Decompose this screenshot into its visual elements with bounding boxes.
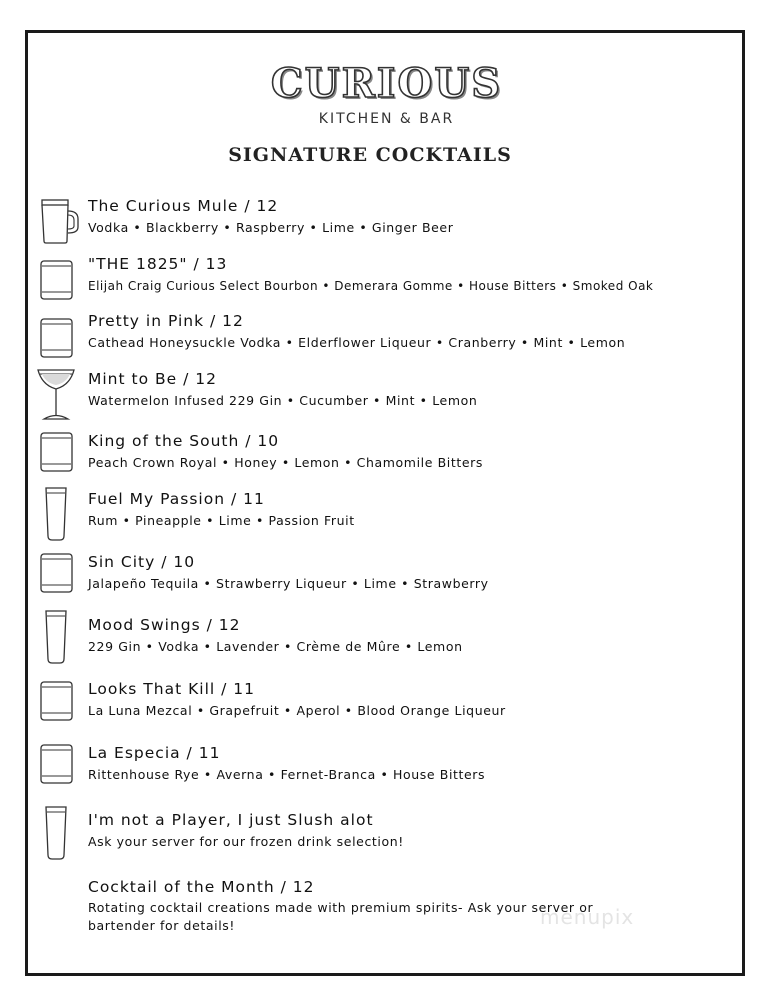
rocks-glass-icon — [39, 259, 75, 301]
brand-logo: CURIOUS — [270, 60, 503, 107]
cocktail-name: "THE 1825" / 13 — [88, 255, 228, 273]
cocktail-name: I'm not a Player, I just Slush alot — [88, 811, 374, 829]
cocktail-ingredients: Ask your server for our frozen drink selection! — [88, 834, 404, 849]
section-title: SIGNATURE COCKTAILS — [228, 144, 512, 166]
rocks-glass-icon — [39, 743, 75, 785]
cocktail-item — [88, 196, 728, 237]
cocktail-item — [88, 369, 728, 410]
cocktail-name: Sin City / 10 — [88, 553, 196, 571]
cocktail-item — [88, 489, 728, 530]
cocktail-item — [88, 552, 728, 593]
cocktail-ingredients: Cathead Honeysuckle Vodka • Elderflower Liqueur • Cranberry • Mint • Lemon — [88, 335, 626, 350]
cocktail-name: Pretty in Pink / 12 — [88, 312, 244, 330]
cocktail-name: Fuel My Passion / 11 — [88, 490, 265, 508]
mug-icon — [38, 197, 82, 245]
cocktail-ingredients: Vodka • Blackberry • Raspberry • Lime • Ginger Beer — [88, 220, 454, 235]
cocktail-item — [88, 810, 728, 851]
highball-glass-icon — [43, 805, 69, 861]
cocktail-name: Mood Swings / 12 — [88, 616, 241, 634]
cocktail-ingredients: La Luna Mezcal • Grapefruit • Aperol • Blood Orange Liqueur — [88, 703, 506, 718]
rocks-glass-icon — [39, 680, 75, 722]
rocks-glass-icon — [39, 317, 75, 359]
cocktail-ingredients: Watermelon Infused 229 Gin • Cucumber • Mint • Lemon — [88, 393, 478, 408]
cocktail-item — [88, 311, 728, 352]
coupe-glass-icon — [36, 367, 76, 422]
cocktail-ingredients: 229 Gin • Vodka • Lavender • Crème de Mûre • Lemon — [88, 639, 463, 654]
cocktail-item — [88, 431, 728, 472]
cocktail-name: The Curious Mule / 12 — [88, 197, 279, 215]
highball-glass-icon — [43, 486, 69, 542]
cocktail-name: Looks That Kill / 11 — [88, 680, 255, 698]
cocktail-name: Cocktail of the Month / 12 — [88, 878, 315, 896]
cocktail-ingredients: Peach Crown Royal • Honey • Lemon • Chamomile Bitters — [88, 455, 483, 470]
cocktail-ingredients: Rotating cocktail creations made with premium spirits- Ask your server or bartender for details! — [88, 900, 594, 933]
cocktail-item — [88, 615, 728, 656]
cocktail-ingredients: Elijah Craig Curious Select Bourbon • Demerara Gomme • House Bitters • Smoked Oak — [88, 279, 654, 293]
highball-glass-icon — [43, 609, 69, 665]
watermark-logo: menupix — [540, 905, 635, 929]
cocktail-item — [88, 679, 728, 720]
cocktail-item — [88, 743, 728, 784]
cocktail-name: Mint to Be / 12 — [88, 370, 217, 388]
cocktail-ingredients: Rittenhouse Rye • Averna • Fernet-Branca • House Bitters — [88, 767, 486, 782]
cocktail-name: La Especia / 11 — [88, 744, 221, 762]
rocks-glass-icon — [39, 552, 75, 594]
rocks-glass-icon — [39, 431, 75, 473]
cocktail-item — [88, 254, 728, 295]
cocktail-ingredients: Jalapeño Tequila • Strawberry Liqueur • Lime • Strawberry — [88, 576, 489, 591]
brand-subtitle: KITCHEN & BAR — [318, 111, 455, 127]
cocktail-name: King of the South / 10 — [88, 432, 280, 450]
cocktail-ingredients: Rum • Pineapple • Lime • Passion Fruit — [88, 513, 355, 528]
